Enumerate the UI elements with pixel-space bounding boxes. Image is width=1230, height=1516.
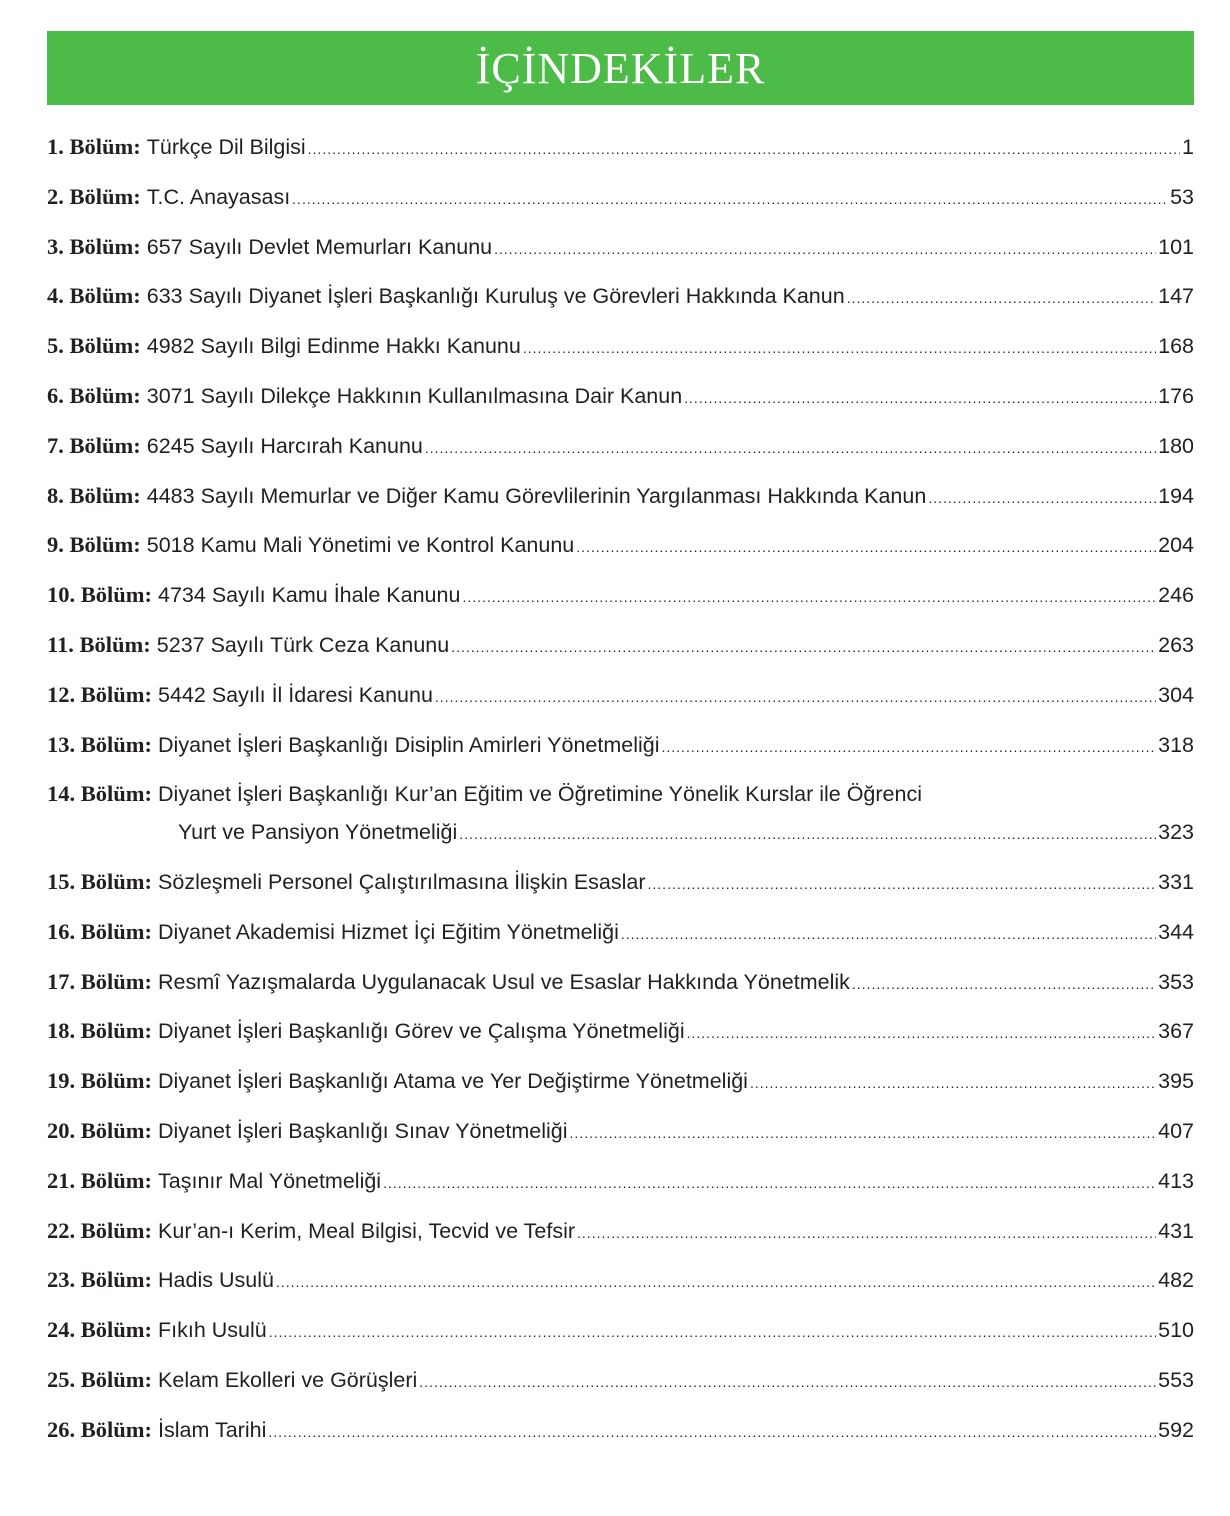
- toc-entry[interactable]: [47, 1411, 1194, 1461]
- toc-entry-line: [47, 626, 1194, 664]
- toc-entry-line: [47, 526, 1194, 564]
- dot-leader: [750, 1064, 1156, 1102]
- toc-entry-line: [47, 1112, 1194, 1150]
- toc-entry[interactable]: [47, 775, 1194, 863]
- chapter-label: 18. Bölüm:: [47, 1018, 153, 1044]
- dot-leader: [621, 915, 1156, 953]
- chapter-title: İslam Tarihi: [158, 1417, 267, 1442]
- toc-entry[interactable]: [47, 526, 1194, 576]
- toc-entry-line: [47, 1012, 1194, 1050]
- toc-entry-line: [47, 1361, 1194, 1399]
- page-number: 168: [1158, 334, 1194, 359]
- dot-leader: [576, 528, 1156, 566]
- page-number: 53: [1170, 184, 1194, 209]
- chapter-label: 4. Bölüm:: [47, 283, 141, 309]
- chapter-title: Taşınır Mal Yönetmeliği: [158, 1168, 382, 1193]
- chapter-title: 4483 Sayılı Memurlar ve Diğer Kamu Görevlilerinin Yargılanması Hakkında Kanun: [146, 483, 927, 508]
- toc-entry-line: [47, 1261, 1194, 1299]
- page-number: 510: [1158, 1318, 1194, 1343]
- toc-entry-line: [47, 775, 1194, 813]
- chapter-title: 5018 Kamu Mali Yönetimi ve Kontrol Kanunu: [146, 533, 575, 558]
- chapter-title: T.C. Anayasası: [146, 184, 291, 209]
- chapter-title: Kelam Ekolleri ve Görüşleri: [158, 1367, 418, 1392]
- page-number: 592: [1158, 1417, 1194, 1442]
- page-number: 194: [1158, 483, 1194, 508]
- toc-entry-line: [47, 963, 1194, 1001]
- toc-entry[interactable]: [47, 963, 1194, 1013]
- toc-entry-line: [47, 813, 1194, 851]
- chapter-label: 3. Bölüm:: [47, 233, 141, 259]
- page-number: 304: [1158, 682, 1194, 707]
- toc-entry-line: [47, 1212, 1194, 1250]
- toc-entry-line: [47, 477, 1194, 515]
- chapter-label: 7. Bölüm:: [47, 432, 141, 458]
- chapter-title: Sözleşmeli Personel Çalıştırılmasına İlişkin Esaslar: [158, 869, 646, 894]
- chapter-title: Hadis Usulü: [158, 1268, 274, 1293]
- toc-entry[interactable]: [47, 1212, 1194, 1262]
- chapter-label: 9. Bölüm:: [47, 532, 141, 558]
- dot-leader: [684, 379, 1156, 417]
- chapter-label: 20. Bölüm:: [47, 1117, 153, 1143]
- chapter-label: 22. Bölüm:: [47, 1217, 153, 1243]
- page-number: 331: [1158, 869, 1194, 894]
- chapter-title: 3071 Sayılı Dilekçe Hakkının Kullanılmasına Dair Kanun: [146, 383, 683, 408]
- table-of-contents: [47, 128, 1194, 1461]
- page-number: 482: [1158, 1268, 1194, 1293]
- toc-entry[interactable]: [47, 377, 1194, 427]
- toc-entry[interactable]: [47, 277, 1194, 327]
- toc-entry[interactable]: [47, 863, 1194, 913]
- chapter-title: 4734 Sayılı Kamu İhale Kanunu: [158, 583, 461, 608]
- chapter-title: 657 Sayılı Devlet Memurları Kanunu: [146, 234, 493, 259]
- toc-entry-line: [47, 228, 1194, 266]
- chapter-title: 633 Sayılı Diyanet İşleri Başkanlığı Kuruluş ve Görevleri Hakkında Kanun: [146, 284, 845, 309]
- toc-entry[interactable]: [47, 913, 1194, 963]
- toc-entry[interactable]: [47, 1311, 1194, 1361]
- page-number: 147: [1158, 284, 1194, 309]
- dot-leader: [451, 628, 1156, 666]
- chapter-label: 1. Bölüm:: [47, 134, 141, 159]
- chapter-title: Diyanet İşleri Başkanlığı Görev ve Çalışma Yönetmeliği: [158, 1019, 685, 1044]
- page-number: 553: [1158, 1367, 1194, 1392]
- chapter-label: 15. Bölüm:: [47, 868, 153, 894]
- toc-entry[interactable]: [47, 228, 1194, 278]
- chapter-title: Resmî Yazışmalarda Uygulanacak Usul ve Esaslar Hakkında Yönetmelik: [158, 969, 850, 994]
- toc-entry-line: [47, 576, 1194, 614]
- toc-entry-line: [47, 676, 1194, 714]
- toc-entry-line: [47, 1062, 1194, 1100]
- dot-leader: [687, 1014, 1157, 1052]
- page-number: 413: [1158, 1168, 1194, 1193]
- chapter-title: 6245 Sayılı Harcırah Kanunu: [146, 433, 423, 458]
- chapter-label: 24. Bölüm:: [47, 1317, 153, 1343]
- chapter-title: Diyanet İşleri Başkanlığı Sınav Yönetmeliği: [158, 1118, 568, 1143]
- dot-leader: [308, 130, 1180, 168]
- chapter-title: 5442 Sayılı İl İdaresi Kanunu: [158, 682, 433, 707]
- chapter-label: 17. Bölüm:: [47, 968, 153, 994]
- dot-leader: [292, 180, 1168, 218]
- chapter-title: Fıkıh Usulü: [158, 1318, 267, 1343]
- toc-entry[interactable]: [47, 1261, 1194, 1311]
- toc-entry-line: [47, 1162, 1194, 1200]
- toc-entry-line: [47, 327, 1194, 365]
- dot-leader: [383, 1164, 1156, 1202]
- toc-entry-line: [47, 377, 1194, 415]
- toc-entry[interactable]: [47, 1012, 1194, 1062]
- toc-entry[interactable]: [47, 1062, 1194, 1112]
- toc-entry[interactable]: [47, 477, 1194, 527]
- chapter-label: 11. Bölüm:: [47, 631, 151, 657]
- toc-entry-line: [47, 427, 1194, 465]
- dot-leader: [268, 1413, 1156, 1451]
- dot-leader: [648, 865, 1157, 903]
- dot-leader: [577, 1214, 1156, 1252]
- dot-leader: [847, 279, 1156, 317]
- toc-entry[interactable]: [47, 726, 1194, 776]
- chapter-title: Türkçe Dil Bilgisi: [146, 135, 306, 159]
- dot-leader: [459, 815, 1156, 853]
- dot-leader: [425, 429, 1156, 467]
- chapter-title: 4982 Sayılı Bilgi Edinme Hakkı Kanunu: [146, 334, 521, 359]
- page-number: 407: [1158, 1118, 1194, 1143]
- toc-entry[interactable]: [47, 128, 1194, 178]
- page-number: 318: [1158, 732, 1194, 757]
- dot-leader: [570, 1114, 1157, 1152]
- toc-entry-line: [47, 178, 1194, 216]
- chapter-label: 19. Bölüm:: [47, 1068, 153, 1094]
- page-number: 246: [1158, 583, 1194, 608]
- page-number: 323: [1158, 820, 1194, 845]
- page-title: İÇİNDEKİLER: [475, 44, 766, 93]
- dot-leader: [419, 1363, 1156, 1401]
- toc-entry-line: [47, 277, 1194, 315]
- toc-entry[interactable]: [47, 626, 1194, 676]
- chapter-label: 23. Bölüm:: [47, 1267, 153, 1293]
- dot-leader: [928, 479, 1156, 517]
- chapter-title: Diyanet Akademisi Hizmet İçi Eğitim Yönetmeliği: [158, 919, 619, 944]
- chapter-title: Kur’an-ı Kerim, Meal Bilgisi, Tecvid ve Tefsir: [158, 1218, 576, 1243]
- page-number: 353: [1158, 969, 1194, 994]
- chapter-label: 25. Bölüm:: [47, 1366, 153, 1392]
- chapter-title: 5237 Sayılı Türk Ceza Kanunu: [156, 632, 450, 657]
- dot-leader: [662, 728, 1157, 766]
- page-number: 101: [1158, 234, 1194, 259]
- dot-leader: [523, 329, 1156, 367]
- toc-entry-line: [47, 863, 1194, 901]
- dot-leader: [276, 1263, 1156, 1301]
- page-number: 367: [1158, 1019, 1194, 1044]
- chapter-title: Diyanet İşleri Başkanlığı Atama ve Yer Değiştirme Yönetmeliği: [158, 1069, 748, 1094]
- chapter-title: Diyanet İşleri Başkanlığı Disiplin Amirleri Yönetmeliği: [158, 732, 660, 757]
- chapter-title: Diyanet İşleri Başkanlığı Kur’an Eğitim ve Öğretimine Yönelik Kurslar ile Öğrenci: [158, 782, 922, 807]
- page-number: 263: [1158, 632, 1194, 657]
- chapter-label: 6. Bölüm:: [47, 382, 141, 408]
- chapter-label: 21. Bölüm:: [47, 1167, 153, 1193]
- page-number: 180: [1158, 433, 1194, 458]
- chapter-label: 8. Bölüm:: [47, 482, 141, 508]
- page-number: 395: [1158, 1069, 1194, 1094]
- dot-leader: [269, 1313, 1156, 1351]
- chapter-label: 13. Bölüm:: [47, 731, 153, 757]
- chapter-label: 10. Bölüm:: [47, 582, 153, 608]
- toc-entry-line: [47, 1311, 1194, 1349]
- dot-leader: [435, 678, 1156, 716]
- toc-entry[interactable]: [47, 676, 1194, 726]
- toc-entry[interactable]: [47, 1162, 1194, 1212]
- toc-entry[interactable]: [47, 1361, 1194, 1411]
- chapter-label: 16. Bölüm:: [47, 918, 153, 944]
- chapter-label: 5. Bölüm:: [47, 333, 141, 359]
- toc-entry[interactable]: [47, 427, 1194, 477]
- dot-leader: [462, 578, 1156, 616]
- dot-leader: [494, 230, 1156, 268]
- page-number: 1: [1182, 135, 1194, 159]
- toc-entry[interactable]: [47, 327, 1194, 377]
- page-number: 204: [1158, 533, 1194, 558]
- toc-entry[interactable]: [47, 1112, 1194, 1162]
- toc-entry[interactable]: [47, 576, 1194, 626]
- chapter-title-continued: Yurt ve Pansiyon Yönetmeliği: [178, 820, 458, 845]
- page-number: 344: [1158, 919, 1194, 944]
- toc-entry-line: [47, 1411, 1194, 1449]
- toc-entry[interactable]: [47, 178, 1194, 228]
- toc-entry-line: [47, 913, 1194, 951]
- toc-entry-line: [47, 726, 1194, 764]
- page-number: 431: [1158, 1218, 1194, 1243]
- chapter-label: 26. Bölüm:: [47, 1416, 153, 1442]
- chapter-label: 2. Bölüm:: [47, 183, 141, 209]
- chapter-label: 12. Bölüm:: [47, 681, 153, 707]
- chapter-label: 14. Bölüm:: [47, 781, 153, 807]
- dot-leader: [852, 965, 1156, 1003]
- page-number: 176: [1158, 383, 1194, 408]
- toc-header-banner: [47, 31, 1194, 105]
- toc-entry-line: [47, 128, 1194, 166]
